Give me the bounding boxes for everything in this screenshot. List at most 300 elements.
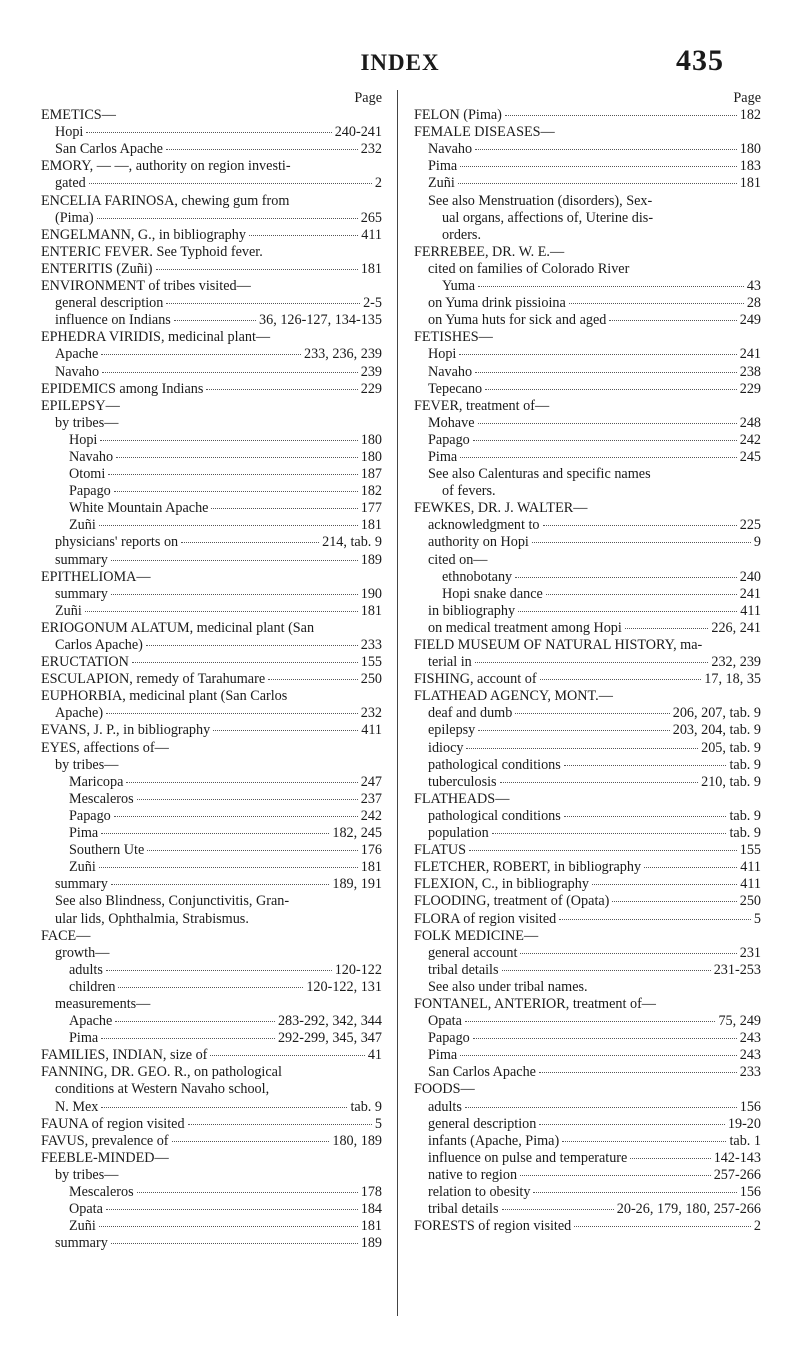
leader-dots (502, 1209, 614, 1210)
index-subentry (414, 1030, 761, 1047)
entry-text: San Carlos Apache (428, 1064, 536, 1081)
index-subentry (41, 705, 382, 722)
entry-text: Maricopa (69, 773, 124, 790)
leader-dots (126, 782, 357, 783)
leader-dots (500, 782, 699, 783)
index-subentry (414, 312, 761, 329)
entry-page-ref: 182 (360, 483, 382, 500)
index-entry (41, 107, 382, 124)
entry-page-ref: 19-20 (727, 1115, 761, 1132)
entry-text: FETISHES— (414, 329, 493, 346)
entry-page-ref: 250 (739, 893, 761, 910)
entry-text: physicians' reports on (55, 534, 179, 551)
index-column-right (414, 90, 761, 1235)
leader-dots (609, 320, 736, 321)
entry-page-ref: 120-122 (334, 961, 382, 978)
index-entry (41, 158, 382, 175)
entry-text: native to region (428, 1166, 518, 1183)
leader-dots (492, 833, 727, 834)
leader-dots (518, 611, 737, 612)
index-subentry (414, 1013, 761, 1030)
entry-text: ERUCTATION (41, 654, 129, 671)
entry-text: FLEXION, C., in bibliography (414, 876, 589, 893)
leader-dots (147, 850, 357, 851)
index-entry (41, 381, 382, 398)
entry-text: Apache) (55, 705, 104, 722)
entry-text: ERIOGONUM ALATUM, medicinal plant (San (41, 619, 315, 636)
index-subentry (41, 500, 382, 517)
index-subentry (41, 979, 382, 996)
index-entries-right (414, 107, 761, 1235)
entry-text: on medical treatment among Hopi (428, 619, 622, 636)
entry-page-ref: 242 (739, 431, 761, 448)
index-subentry (41, 876, 382, 893)
column-heading-page: Page (354, 90, 382, 106)
leader-dots (540, 679, 702, 680)
leader-dots (546, 594, 737, 595)
leader-dots (644, 867, 737, 868)
entry-page-ref: 43 (746, 278, 761, 295)
entry-text: FEVER, treatment of— (414, 397, 550, 414)
entry-page-ref: 226, 241 (711, 619, 761, 636)
entry-text: EPIDEMICS among Indians (41, 380, 204, 397)
entry-page-ref: tab. 9 (729, 756, 761, 773)
entry-text: conditions at Western Navaho school, (55, 1081, 270, 1098)
entry-page-ref: 225 (739, 517, 761, 534)
entry-text: FAVUS, prevalence of (41, 1132, 169, 1149)
index-subentry (41, 586, 382, 603)
index-entry (41, 227, 382, 244)
leader-dots (106, 713, 358, 714)
entry-page-ref: 232 (360, 705, 382, 722)
leader-dots (630, 1158, 710, 1159)
leader-dots (101, 354, 301, 355)
entry-text: ENCELIA FARINOSA, chewing gum from (41, 192, 290, 209)
entry-text: acknowledgment to (428, 517, 540, 534)
entry-text: adults (428, 1098, 462, 1115)
entry-text: cited on families of Colorado River (428, 260, 630, 277)
leader-dots (458, 183, 737, 184)
index-entry (414, 688, 761, 705)
entry-text: EVANS, J. P., in bibliography (41, 722, 211, 739)
entry-page-ref: 232 (360, 141, 382, 158)
entry-text: in bibliography (428, 602, 516, 619)
entry-text: Opata (69, 1201, 103, 1218)
entry-text: summary (55, 551, 108, 568)
entry-text: N. Mex (55, 1098, 99, 1115)
index-subentry (414, 808, 761, 825)
entry-page-ref: 411 (361, 226, 382, 243)
entry-text: FLETCHER, ROBERT, in bibliography (414, 859, 642, 876)
entry-text: FORESTS of region visited (414, 1218, 572, 1235)
leader-dots (574, 1226, 751, 1227)
index-subentry (414, 346, 761, 363)
leader-dots (137, 1192, 358, 1193)
entry-page-ref: 292-299, 345, 347 (277, 1030, 382, 1047)
index-subentry (41, 962, 382, 979)
entry-page-ref: 189 (360, 551, 382, 568)
entry-text: FIELD MUSEUM OF NATURAL HISTORY, ma- (414, 637, 703, 653)
entry-page-ref: 28 (746, 295, 761, 312)
entry-page-ref: 229 (360, 380, 382, 397)
index-entry (414, 107, 761, 124)
index-subentry (414, 1133, 761, 1150)
entry-page-ref: 181 (360, 602, 382, 619)
index-subentry (414, 603, 761, 620)
index-entry (414, 398, 761, 415)
entry-text: on Yuma huts for sick and aged (428, 312, 607, 329)
entry-page-ref: 182, 245 (332, 825, 382, 842)
entry-page-ref: tab. 9 (729, 825, 761, 842)
leader-dots (108, 474, 357, 475)
entry-text: pathological conditions (428, 807, 561, 824)
index-subentry (41, 808, 382, 825)
index-subentry (414, 1184, 761, 1201)
entry-text: FEMALE DISEASES— (414, 124, 555, 141)
entry-text: Pima (69, 825, 99, 842)
entry-text: (Pima) (55, 209, 94, 226)
leader-dots (102, 372, 358, 373)
index-subentry (414, 175, 761, 192)
index-subentry (41, 466, 382, 483)
index-subentry (414, 295, 761, 312)
entry-text: authority on Hopi (428, 534, 529, 551)
entry-text: influence on Indians (55, 312, 171, 329)
leader-dots (181, 542, 319, 543)
entry-text: Navaho (55, 363, 100, 380)
index-subentry (41, 996, 382, 1013)
index-subentry (41, 757, 382, 774)
entry-page-ref: 184 (360, 1201, 382, 1218)
entry-text: on Yuma drink pissioina (428, 295, 566, 312)
index-subentry (414, 517, 761, 534)
index-subentry (41, 552, 382, 569)
entry-text: by tribes— (55, 756, 119, 773)
index-subentry (414, 432, 761, 449)
index-subentry (41, 603, 382, 620)
index-subentry (414, 261, 761, 278)
leader-dots (478, 286, 744, 287)
entry-page-ref: 181 (360, 260, 382, 277)
index-subentry (41, 1235, 382, 1252)
leader-dots (99, 867, 358, 868)
index-subentry (414, 757, 761, 774)
index-subentry (414, 278, 761, 295)
index-subentry (41, 312, 382, 329)
entry-page-ref: tab. 1 (729, 1132, 761, 1149)
entry-text: Papago (428, 1030, 470, 1047)
entry-text: growth— (55, 944, 110, 961)
leader-dots (249, 235, 358, 236)
entry-page-ref: 155 (739, 842, 761, 859)
leader-dots (114, 816, 358, 817)
index-subentry (41, 842, 382, 859)
entry-text: ular lids, Ophthalmia, Strabismus. (55, 910, 249, 927)
index-subentry (41, 1030, 382, 1047)
index-entry (414, 996, 761, 1013)
entry-text: See also Menstruation (disorders), Sex- (428, 192, 653, 209)
leader-dots (166, 303, 360, 304)
entry-page-ref: 411 (740, 876, 761, 893)
index-subentry (414, 227, 761, 244)
entry-text: Opata (428, 1013, 462, 1030)
index-subentry (41, 1099, 382, 1116)
leader-dots (533, 1192, 736, 1193)
entry-text: See also under tribal names. (428, 978, 588, 995)
entry-text: FLOODING, treatment of (Opata) (414, 893, 610, 910)
entry-text: Pima (428, 448, 458, 465)
leader-dots (478, 423, 737, 424)
entry-text: FEEBLE-MINDED— (41, 1149, 169, 1166)
index-subentry (41, 432, 382, 449)
entry-text: San Carlos Apache (55, 141, 163, 158)
index-subentry (414, 415, 761, 432)
entry-text: infants (Apache, Pima) (428, 1132, 560, 1149)
index-subentry (414, 586, 761, 603)
entry-text: EUPHORBIA, medicinal plant (San Carlos (41, 688, 288, 705)
entry-page-ref: tab. 9 (350, 1098, 382, 1115)
leader-dots (111, 1243, 358, 1244)
entry-page-ref: 187 (360, 466, 382, 483)
index-entry (41, 278, 382, 295)
entry-text: FLATUS (414, 842, 467, 859)
leader-dots (100, 440, 357, 441)
entry-page-ref: 231 (739, 944, 761, 961)
entry-text: orders. (442, 226, 482, 243)
leader-dots (146, 645, 358, 646)
leader-dots (114, 491, 358, 492)
leader-dots (101, 1107, 347, 1108)
index-entry (41, 1116, 382, 1133)
index-subentry (414, 141, 761, 158)
index-subentry (41, 364, 382, 381)
index-subentry (41, 893, 382, 910)
entry-text: FOLK MEDICINE— (414, 927, 539, 944)
leader-dots (460, 457, 737, 458)
entry-text: EPILEPSY— (41, 397, 120, 414)
entry-page-ref: 189 (360, 1235, 382, 1252)
leader-dots (612, 901, 736, 902)
entry-page-ref: 176 (360, 842, 382, 859)
index-entry (414, 329, 761, 346)
entry-text: Pima (428, 158, 458, 175)
entry-text: Apache (55, 346, 99, 363)
index-subentry (41, 774, 382, 791)
index-subentry (414, 979, 761, 996)
index-subentry (414, 1099, 761, 1116)
entry-page-ref: 2 (374, 175, 382, 192)
leader-dots (475, 372, 737, 373)
entry-text: ENTERITIS (Zuñi) (41, 260, 153, 277)
entry-text: children (69, 978, 116, 995)
entry-text: ENVIRONMENT of tribes visited— (41, 278, 251, 295)
entry-text: Mescaleros (69, 1184, 134, 1200)
entry-text: general description (428, 1115, 537, 1132)
entry-text: Pima (428, 1047, 458, 1064)
leader-dots (115, 1021, 275, 1022)
entry-text: tuberculosis (428, 773, 497, 790)
index-subentry (414, 705, 761, 722)
index-subentry (414, 193, 761, 210)
index-entry (41, 569, 382, 586)
entry-page-ref: 182 (739, 107, 761, 124)
index-entry (41, 261, 382, 278)
index-subentry (414, 1047, 761, 1064)
leader-dots (475, 662, 709, 663)
entry-page-ref: 240 (739, 568, 761, 585)
index-subentry (414, 569, 761, 586)
entry-text: EPHEDRA VIRIDIS, medicinal plant— (41, 329, 271, 346)
index-subentry (41, 637, 382, 654)
entry-text: Zuñi (69, 1218, 96, 1235)
leader-dots (625, 628, 709, 629)
entry-text: tribal details (428, 961, 499, 978)
entry-text: measurements— (55, 995, 151, 1012)
leader-dots (502, 970, 711, 971)
entry-text: general account (428, 944, 518, 961)
entry-text: Mohave (428, 414, 475, 431)
leader-dots (166, 149, 358, 150)
entry-text: Zuñi (69, 859, 96, 876)
entry-text: EYES, affections of— (41, 739, 169, 756)
index-entry (414, 1218, 761, 1235)
entry-page-ref: 181 (360, 1218, 382, 1235)
entry-text: by tribes— (55, 414, 119, 431)
entry-text: Otomi (69, 466, 106, 483)
entry-page-ref: 2-5 (363, 295, 382, 312)
leader-dots (473, 1038, 737, 1039)
entry-page-ref: 411 (361, 722, 382, 739)
index-subentry (41, 210, 382, 227)
index-subentry (414, 483, 761, 500)
leader-dots (211, 508, 357, 509)
entry-text: Navaho (428, 141, 473, 158)
entry-text: Pima (69, 1030, 99, 1047)
entry-page-ref: 247 (360, 773, 382, 790)
index-entry (41, 1150, 382, 1167)
leader-dots (485, 389, 737, 390)
index-subentry (41, 346, 382, 363)
entry-page-ref: 250 (360, 671, 382, 688)
leader-dots (137, 799, 358, 800)
entry-page-ref: 232, 239 (711, 654, 761, 671)
entry-text: Mescaleros (69, 790, 134, 807)
leader-dots (532, 542, 751, 543)
entry-text: Hopi (69, 431, 98, 448)
leader-dots (564, 816, 727, 817)
leader-dots (520, 1175, 711, 1176)
entry-text: Apache (69, 1013, 113, 1030)
leader-dots (106, 1209, 358, 1210)
entry-page-ref: 241 (739, 346, 761, 363)
index-entry (41, 193, 382, 210)
entry-text: FERREBEE, DR. W. E.— (414, 243, 565, 260)
leader-dots (592, 884, 737, 885)
index-subentry (41, 124, 382, 141)
entry-page-ref: 181 (739, 175, 761, 192)
entry-page-ref: 203, 204, tab. 9 (672, 722, 761, 739)
entry-page-ref: 180 (360, 431, 382, 448)
entry-text: summary (55, 876, 108, 893)
index-subentry (414, 1116, 761, 1133)
entry-page-ref: 177 (360, 500, 382, 517)
entry-page-ref: 238 (739, 363, 761, 380)
index-subentry (414, 962, 761, 979)
entry-page-ref: 180 (360, 448, 382, 465)
entry-page-ref: 9 (753, 534, 761, 551)
leader-dots (156, 269, 358, 270)
index-subentry (414, 945, 761, 962)
leader-dots (564, 765, 727, 766)
index-subentry (41, 859, 382, 876)
index-subentry (41, 175, 382, 192)
index-subentry (414, 654, 761, 671)
index-entry (414, 911, 761, 928)
index-entry (41, 722, 382, 739)
page-header (0, 44, 800, 84)
entry-text: FAMILIES, INDIAN, size of (41, 1047, 208, 1064)
index-subentry (414, 158, 761, 175)
entry-text: population (428, 825, 489, 842)
index-subentry (414, 740, 761, 757)
index-subentry (41, 791, 382, 808)
index-entry (414, 124, 761, 141)
leader-dots (520, 953, 736, 954)
entry-page-ref: 233, 236, 239 (303, 346, 382, 363)
leader-dots (97, 218, 358, 219)
index-entry (41, 398, 382, 415)
entry-page-ref: 205, tab. 9 (701, 739, 761, 756)
entry-text: FISHING, account of (414, 671, 537, 688)
entry-page-ref: 17, 18, 35 (704, 671, 761, 688)
entry-text: Southern Ute (69, 842, 145, 859)
entry-text: FACE— (41, 927, 91, 944)
leader-dots (99, 525, 358, 526)
leader-dots (459, 354, 736, 355)
leader-dots (172, 1141, 330, 1142)
index-subentry (414, 620, 761, 637)
entry-page-ref: 41 (367, 1047, 382, 1064)
index-entry (414, 1081, 761, 1098)
entry-text: Papago (69, 483, 111, 500)
entry-page-ref: 411 (740, 602, 761, 619)
index-entry (414, 859, 761, 876)
index-subentry (414, 381, 761, 398)
entry-text: Hopi (428, 346, 457, 363)
index-subentry (41, 483, 382, 500)
leader-dots (210, 1055, 364, 1056)
index-entry (41, 1133, 382, 1150)
leader-dots (466, 748, 698, 749)
index-subentry (414, 1064, 761, 1081)
index-subentry (41, 141, 382, 158)
entry-text: FOODS— (414, 1081, 475, 1098)
page-title: INDEX (360, 50, 440, 75)
leader-dots (539, 1072, 737, 1073)
entry-page-ref: 214, tab. 9 (322, 534, 382, 551)
index-subentry (41, 1013, 382, 1030)
entry-text: See also Blindness, Conjunctivitis, Gran- (55, 893, 290, 910)
index-entry (41, 1064, 382, 1081)
leader-dots (562, 1141, 726, 1142)
leader-dots (89, 183, 372, 184)
entry-page-ref: 36, 126-127, 134-135 (259, 312, 382, 329)
entry-page-ref: tab. 9 (729, 807, 761, 824)
index-entries-left (41, 107, 382, 1252)
entry-page-ref: 257-266 (713, 1166, 761, 1183)
leader-dots (559, 919, 751, 920)
index-subentry (41, 825, 382, 842)
